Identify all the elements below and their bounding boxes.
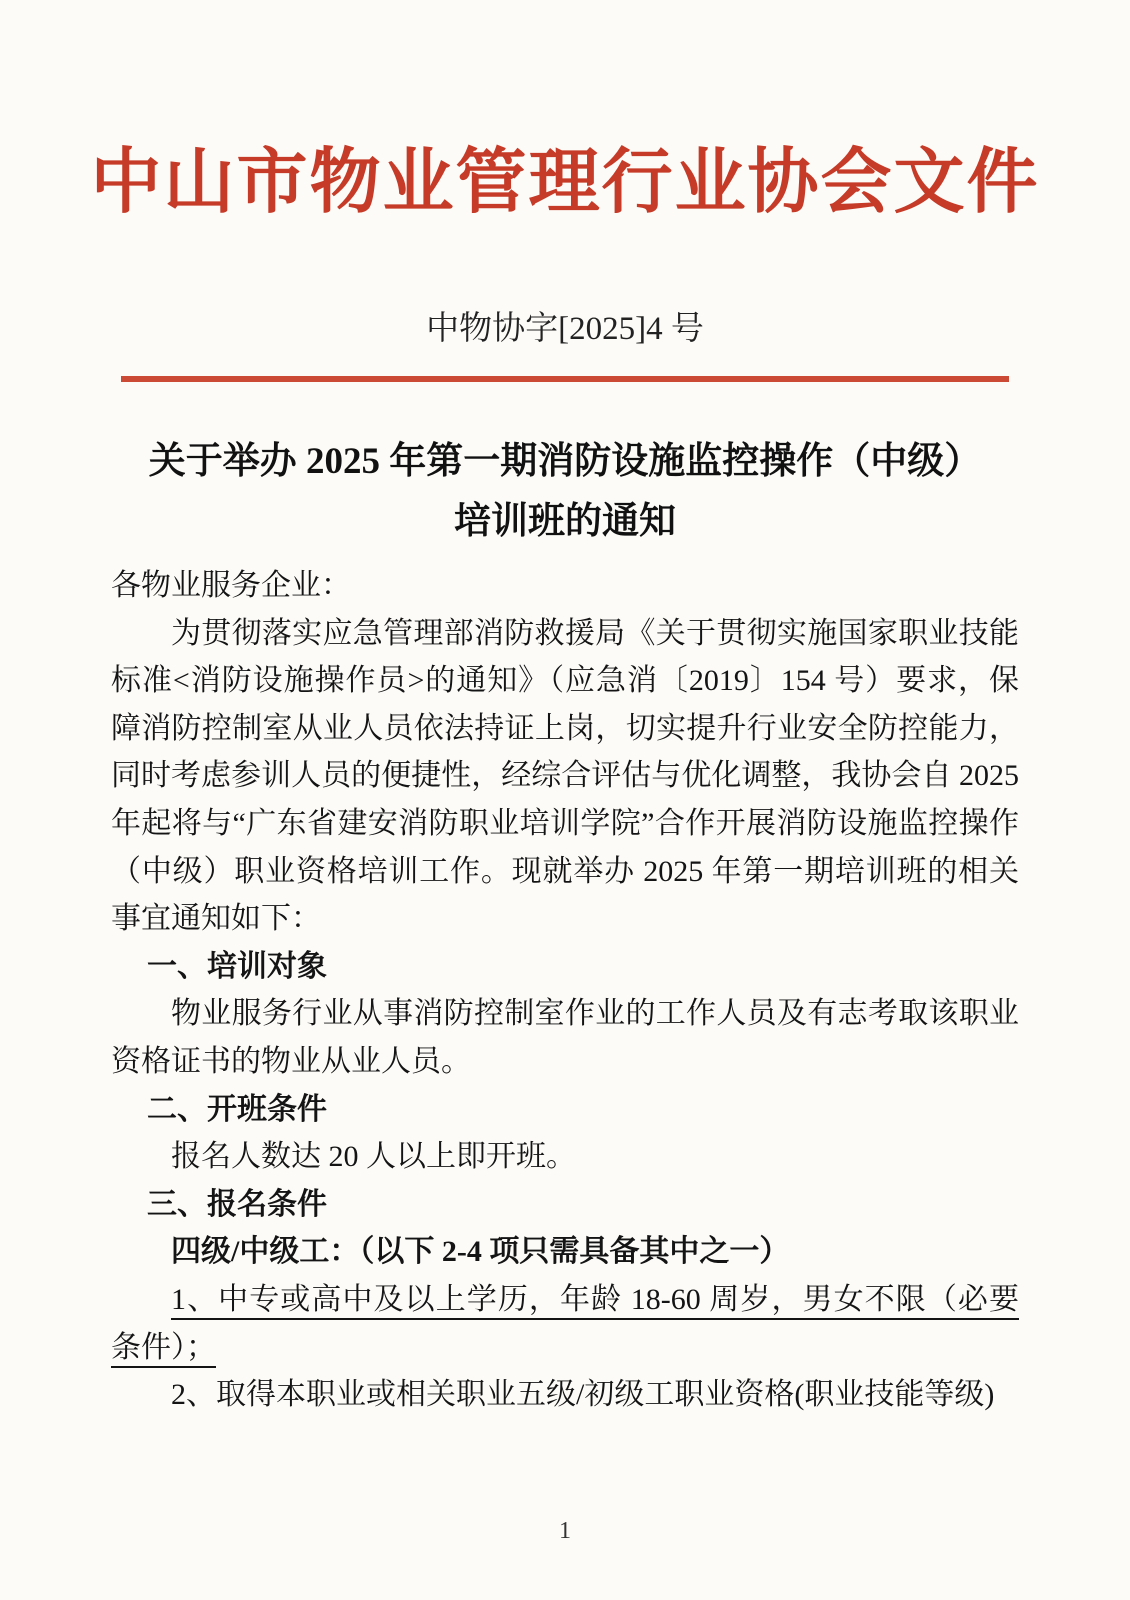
document-body bbox=[111, 562, 1019, 1419]
section-1-heading: 一、培训对象 bbox=[147, 949, 327, 983]
page-number: 1 bbox=[559, 1518, 571, 1544]
section-3-subheading: 四级/中级工：（以下 2-4 项只需具备其中之一） bbox=[171, 1235, 790, 1269]
salutation: 各物业服务企业： bbox=[111, 569, 351, 602]
requirement-item-1: 1、中专或高中及以上学历，年龄 18-60 周岁，男女不限（必要条件）； bbox=[111, 1282, 1019, 1364]
section-3-heading: 三、报名条件 bbox=[147, 1187, 327, 1221]
doc-number: 中物协字[2025]4 号 bbox=[426, 311, 704, 347]
intro-paragraph: 为贯彻落实应急管理部消防救援局《关于贯彻实施国家职业技能标准<消防设施操作员>的通知》（应急消〔2019〕154 号）要求，保障消防控制室从业人员依法持证上岗，切实提升行业安全防控能力，同时考虑参训人员的便捷性，经综合评估与优化调整，我协会自 2025 年起将与“广东省建安消防职业培训学院”合作开展消防设施监控操作（中级）职业资格培训工作。现就举办 2025 年第一期培训班的相关事宜通知如下： bbox=[111, 616, 1019, 936]
document-title bbox=[0, 432, 1130, 552]
section-2-heading: 二、开班条件 bbox=[147, 1092, 327, 1126]
section-1-text: 物业服务行业从事消防控制室作业的工作人员及有志考取该职业资格证书的物业从业人员。 bbox=[111, 997, 1019, 1078]
section-2-text: 报名人数达 20 人以上即开班。 bbox=[171, 1140, 576, 1174]
document-title-line2: 培训班的通知 bbox=[454, 501, 676, 542]
document-title-line1: 关于举办 2025 年第一期消防设施监控操作（中级） bbox=[148, 441, 982, 482]
requirement-item-2: 2、取得本职业或相关职业五级/初级工职业资格(职业技能等级) bbox=[171, 1378, 995, 1412]
org-title: 中山市物业管理行业协会文件 bbox=[90, 144, 1040, 222]
red-divider bbox=[121, 376, 1009, 382]
